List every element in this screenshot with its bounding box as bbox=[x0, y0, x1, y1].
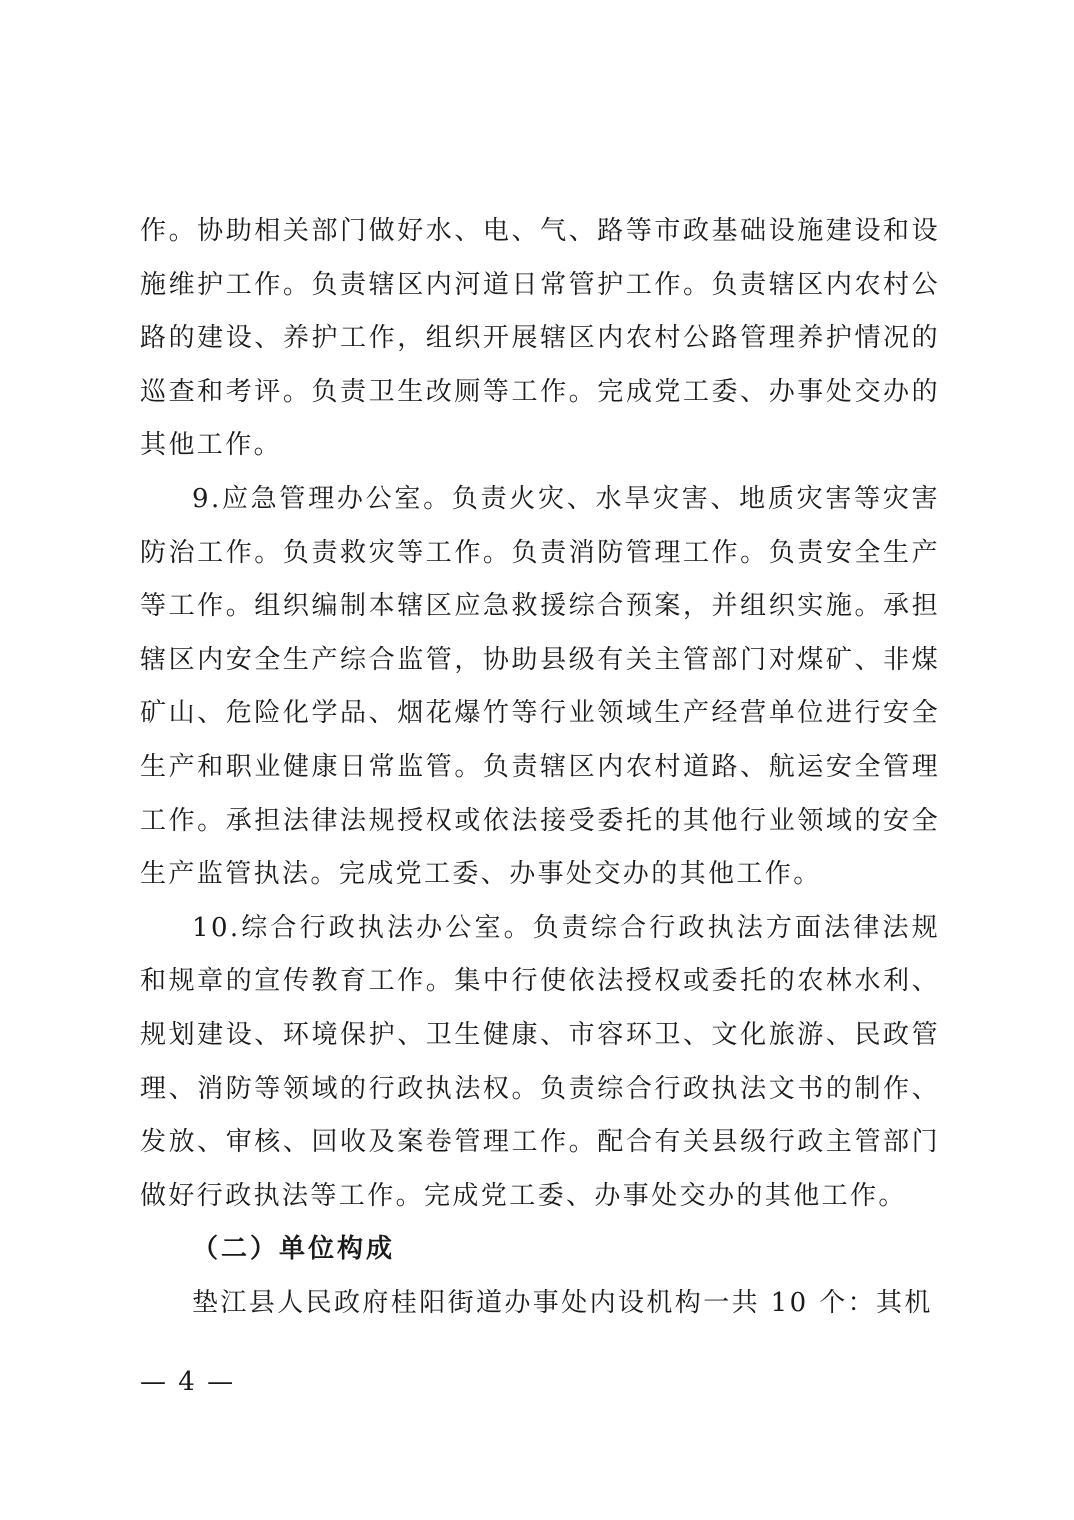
page-number: — 4 — bbox=[140, 1367, 236, 1397]
document-body bbox=[140, 205, 940, 1330]
paragraph-continued: 作。协助相关部门做好水、电、气、路等市政基础设施建设和设施维护工作。负责辖区内河道日常管护工作。负责辖区内农村公路的建设、养护工作，组织开展辖区内农村公路管理养护情况的巡查和考评。负责卫生改厕等工作。完成党工委、办事处交办的其他工作。 bbox=[140, 216, 940, 461]
paragraph-unit-composition: 垫江县人民政府桂阳街道办事处内设机构一共 10 个：其机 bbox=[192, 1287, 933, 1318]
paragraph-emergency-office: 9.应急管理办公室。负责火灾、水旱灾害、地质灾害等灾害防治工作。负责救灾等工作。负责消防管理工作。负责安全生产等工作。组织编制本辖区应急救援综合预案，并组织实施。承担辖区内安全生产综合监管，协助县级有关主管部门对煤矿、非煤矿山、危险化学品、烟花爆竹等行业领域生产经营单位进行安全生产和职业健康日常监管。负责辖区内农村道路、航运安全管理工作。承担法律法规授权或依法接受委托的其他行业领域的安全生产监管执法。完成党工委、办事处交办的其他工作。 bbox=[140, 483, 940, 890]
paragraph-law-enforcement-office: 10.综合行政执法办公室。负责综合行政执法方面法律法规和规章的宣传教育工作。集中行使依法授权或委托的农林水利、规划建设、环境保护、卫生健康、市容环卫、文化旅游、民政管理、消防等领域的行政执法权。负责综合行政执法文书的制作、发放、审核、回收及案卷管理工作。配合有关县级行政主管部门做好行政执法等工作。完成党工委、办事处交办的其他工作。 bbox=[140, 912, 940, 1211]
section-heading: （二）单位构成 bbox=[192, 1234, 396, 1265]
